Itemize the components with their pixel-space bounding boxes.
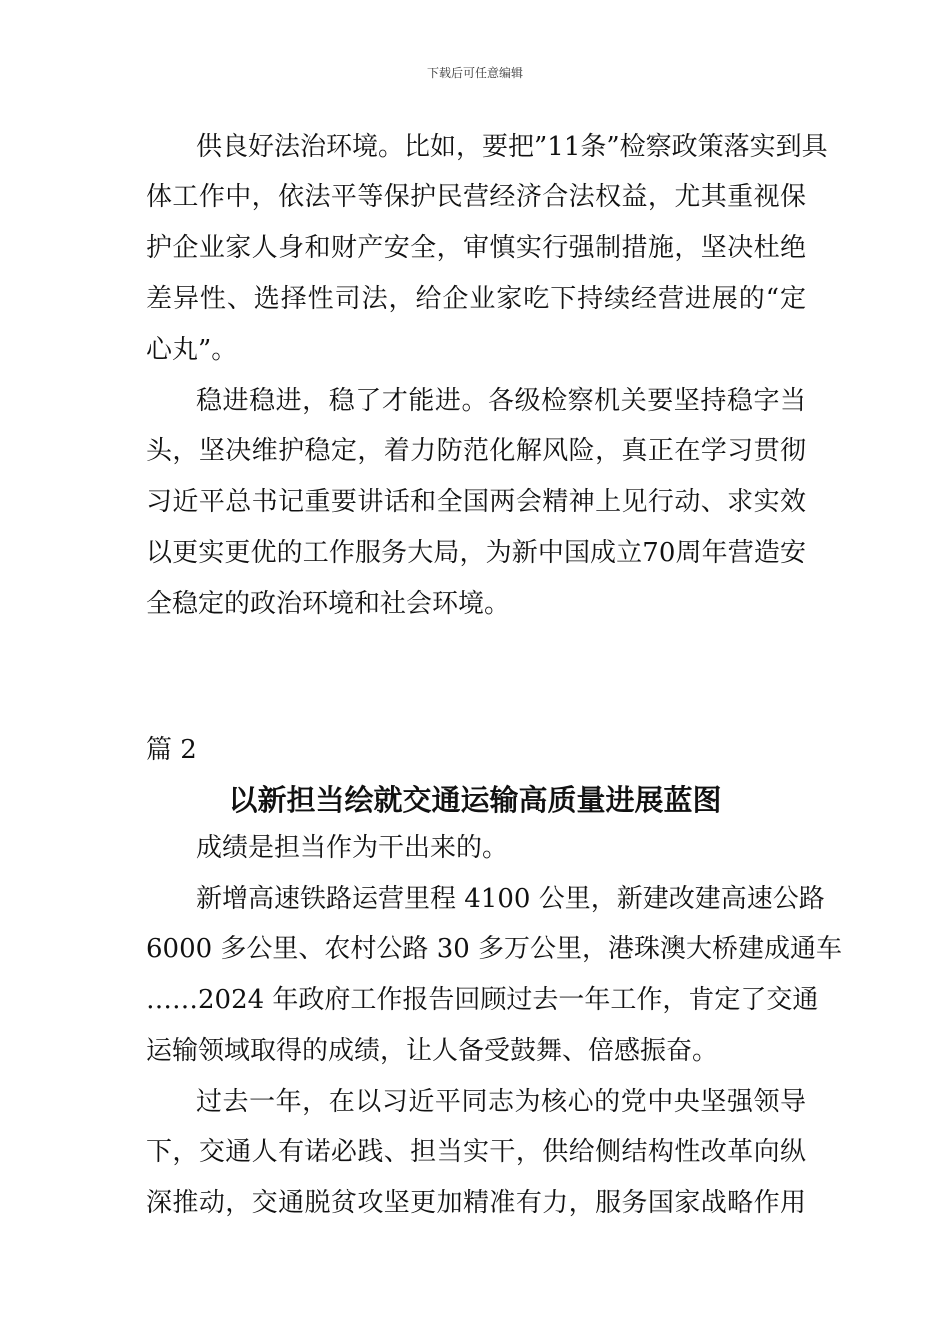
text-line: 体工作中，依法平等保护民营经济合法权益，尤其重视保 [146,182,806,212]
section-label: 篇 2 [146,735,197,765]
section2-paragraph-1: 成绩是担当作为干出来的。 [196,833,509,863]
text-line: 心丸”。 [146,335,238,365]
text-line: ……2024 年政府工作报告回顾过去一年工作，肯定了交通 [146,985,819,1015]
text-line: 过去一年，在以习近平同志为核心的党中央坚强领导 [196,1087,806,1117]
article-title: 以新担当绘就交通运输高质量进展蓝图 [228,783,722,817]
text-line: 头，坚决维护稳定，着力防范化解风险，真正在学习贯彻 [146,436,806,466]
page-header: 下载后可任意编辑 [426,66,523,80]
text-line: 稳进稳进，稳了才能进。各级检察机关要坚持稳字当 [196,386,806,416]
text-line: 下，交通人有诺必践、担当实干，供给侧结构性改革向纵 [146,1137,806,1167]
text-line: 差异性、选择性司法，给企业家吃下持续经营进展的“定 [146,284,806,314]
text-line: 深推动，交通脱贫攻坚更加精准有力，服务国家战略作用 [146,1188,806,1218]
text-line: 护企业家人身和财产安全，审慎实行强制措施，坚决杜绝 [146,233,806,263]
text-line: 以更实更优的工作服务大局，为新中国成立70周年营造安 [146,538,806,568]
text-line: 运输领域取得的成绩，让人备受鼓舞、倍感振奋。 [146,1036,719,1066]
text-line: 6000 多公里、农村公路 30 多万公里，港珠澳大桥建成通车 [146,934,843,964]
text-line: 供良好法治环境。比如，要把”11条”检察政策落实到具 [196,132,828,162]
text-line: 习近平总书记重要讲话和全国两会精神上见行动、求实效 [146,487,806,517]
text-line: 全稳定的政治环境和社会环境。 [146,589,511,619]
text-line: 新增高速铁路运营里程 4100 公里，新建改建高速公路 [196,884,825,914]
